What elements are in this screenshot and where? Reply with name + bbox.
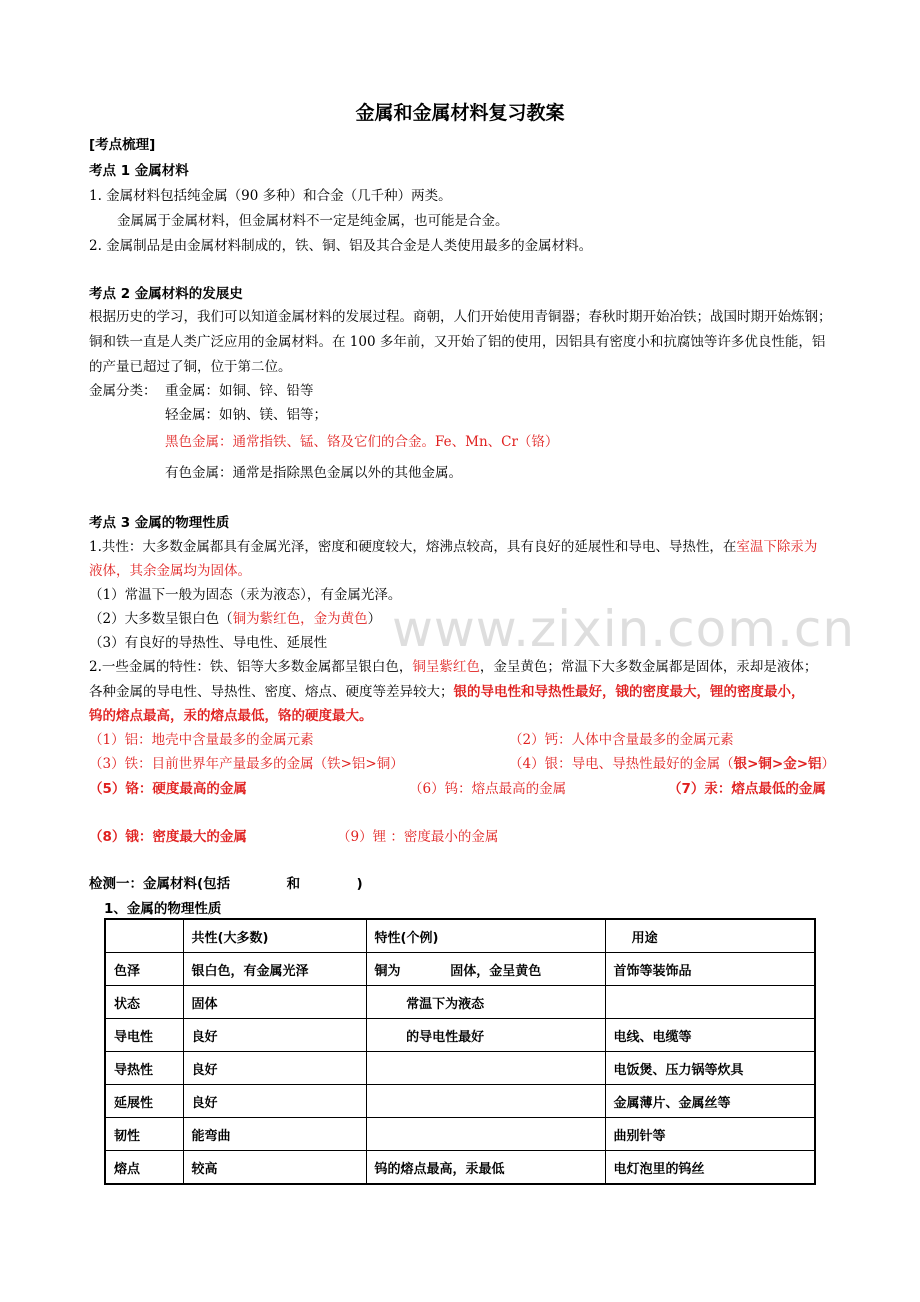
- table-row: [105, 953, 815, 986]
- table-header-cell: 用途: [605, 919, 815, 953]
- table-cell: 固体: [183, 986, 366, 1019]
- kp2-heading: 考点 2 金属材料的发展史: [89, 286, 243, 302]
- kp2-paragraph-line1: 根据历史的学习，我们可以知道金属材料的发展过程。商朝，人们开始使用青铜器；春秋时期开始冶铁；战国时期开始炼钢；: [89, 309, 832, 325]
- table-cell: [366, 1052, 605, 1085]
- table-cell: 首饰等装饰品: [605, 953, 815, 986]
- document-title: 金属和金属材料复习教案: [355, 102, 565, 124]
- kp2-paragraph-line2: 铜和铁一直是人类广泛应用的金属材料。在 100 多年前，又开始了铝的使用，因铝具有密度小和抗腐蚀等许多优良性能，铝: [89, 334, 826, 350]
- table-row: [105, 1052, 815, 1085]
- fact-2: （2）钙：人体中含量最多的金属元素: [509, 732, 734, 748]
- kp1-line2: 金属属于金属材料，但金属材料不一定是纯金属，也可能是合金。: [117, 213, 509, 229]
- common-property-text: 1.共性：大多数金属都具有金属光泽，密度和硬度较大，熔沸点较高，具有良好的延展性和导电、导热性，在: [89, 539, 737, 555]
- special-highlight-silver: 银的导电性和导热性最好，锇的密度最大，锂的密度最小，: [453, 684, 805, 700]
- table-row: [105, 1085, 815, 1118]
- fact-1: （1）铝：地壳中含量最多的金属元素: [89, 732, 314, 748]
- outline-heading: [考点梳理]: [89, 137, 156, 153]
- fact-4-order: 银>铜>金>铝: [733, 756, 822, 772]
- test-subheading: 1、金属的物理性质: [104, 901, 222, 917]
- kp1-heading: 考点 1 金属材料: [89, 163, 189, 179]
- table-cell: 延展性: [105, 1085, 183, 1118]
- metal-class-label: 金属分类：: [89, 383, 157, 399]
- table-cell: 良好: [183, 1052, 366, 1085]
- common-property-line2: 液体，其余金属均为固体。: [89, 563, 251, 579]
- property-item-2-close: ）: [367, 611, 382, 627]
- property-item-3: （3）有良好的导热性、导电性、延展性: [89, 635, 328, 651]
- table-cell: 电饭煲、压力锅等炊具: [605, 1052, 815, 1085]
- table-cell: 较高: [183, 1151, 366, 1185]
- special-text-c: ，金呈黄色；常温下大多数金属都是固体，汞却是液体；: [479, 659, 818, 675]
- fact-4: [509, 754, 835, 774]
- colored-metal-line: 有色金属：通常是指除黑色金属以外的其他金属。: [165, 465, 462, 481]
- table-cell: 金属薄片、金属丝等: [605, 1085, 815, 1118]
- test-heading: 检测一：金属材料(包括 和 ): [89, 876, 363, 892]
- table-header-cell: 共性(大多数): [183, 919, 366, 953]
- table-header-row: [105, 919, 815, 953]
- property-item-2-text: （2）大多数呈银白色（: [89, 611, 233, 627]
- table-header-cell: [105, 919, 183, 953]
- special-property-line2: [89, 682, 805, 702]
- table-row: [105, 986, 815, 1019]
- table-cell: 熔点: [105, 1151, 183, 1185]
- table-cell: 铜为 固体，金呈黄色: [366, 953, 605, 986]
- special-property-line3: 钨的熔点最高，汞的熔点最低，铬的硬度最大。: [89, 708, 373, 724]
- special-text-a: 2.一些金属的特性：铁、铝等大多数金属都呈银白色，: [89, 659, 413, 675]
- kp1-line1: 1. 金属材料包括纯金属（90 多种）和合金（几千种）两类。: [89, 188, 452, 204]
- fact-3: （3）铁：目前世界年产量最多的金属（铁>铝>铜）: [89, 756, 404, 772]
- special-text-d: 各种金属的导电性、导热性、密度、熔点、硬度等差异较大；: [89, 684, 454, 700]
- watermark: www.zixin.com.cn: [392, 600, 856, 658]
- table-cell: 导热性: [105, 1052, 183, 1085]
- table-cell: 韧性: [105, 1118, 183, 1151]
- common-property-highlight: 室温下除汞为: [736, 539, 818, 555]
- table-row: [105, 1151, 815, 1185]
- property-item-2: [89, 609, 381, 629]
- table-cell: 状态: [105, 986, 183, 1019]
- fact-5: （5）铬：硬度最高的金属: [89, 781, 247, 797]
- heavy-metal-line: 重金属：如铜、锌、铅等: [165, 383, 314, 399]
- table-header-cell: 特性(个例): [366, 919, 605, 953]
- table-cell: 的导电性最好: [366, 1019, 605, 1052]
- table-cell: 常温下为液态: [366, 986, 605, 1019]
- black-metal-line: 黑色金属：通常指铁、锰、铬及它们的合金。Fe、Mn、Cr（铬）: [165, 434, 559, 450]
- table-cell: 电线、电缆等: [605, 1019, 815, 1052]
- special-highlight-copper: 铜呈紫红色: [412, 659, 480, 675]
- table-cell: [366, 1118, 605, 1151]
- table-row: [105, 1019, 815, 1052]
- fact-6: （6）钨：熔点最高的金属: [409, 781, 567, 797]
- table-cell: 良好: [183, 1085, 366, 1118]
- physical-properties-table: [104, 918, 816, 1185]
- fact-4-text: （4）银：导电、导热性最好的金属（: [509, 756, 734, 772]
- kp2-paragraph-line3: 的产量已超过了铜，位于第二位。: [89, 359, 292, 375]
- table-cell: 银白色，有金属光泽: [183, 953, 366, 986]
- table-cell: 曲别针等: [605, 1118, 815, 1151]
- fact-7: （7）汞：熔点最低的金属: [668, 781, 826, 797]
- kp1-line3: 2. 金属制品是由金属材料制成的，铁、铜、铝及其合金是人类使用最多的金属材料。: [89, 238, 593, 254]
- table-cell: [605, 986, 815, 1019]
- property-item-2-highlight: 铜为紫红色，金为黄色: [232, 611, 368, 627]
- table-cell: 导电性: [105, 1019, 183, 1052]
- table-cell: 钨的熔点最高，汞最低: [366, 1151, 605, 1185]
- common-property-line1: [89, 537, 817, 557]
- fact-8: （8）锇：密度最大的金属: [89, 829, 247, 845]
- property-item-1: （1）常温下一般为固态（汞为液态），有金属光泽。: [89, 587, 402, 603]
- special-property-line1: [89, 657, 817, 677]
- table-cell: 能弯曲: [183, 1118, 366, 1151]
- light-metal-line: 轻金属：如钠、镁、铝等；: [165, 407, 327, 423]
- table-cell: 电灯泡里的钨丝: [605, 1151, 815, 1185]
- table-cell: 良好: [183, 1019, 366, 1052]
- table-cell: 色泽: [105, 953, 183, 986]
- table-row: [105, 1118, 815, 1151]
- fact-9: （9）锂 ：密度最小的金属: [337, 829, 499, 845]
- kp3-heading: 考点 3 金属的物理性质: [89, 515, 230, 531]
- fact-4-close: ）: [821, 756, 836, 772]
- table-cell: [366, 1085, 605, 1118]
